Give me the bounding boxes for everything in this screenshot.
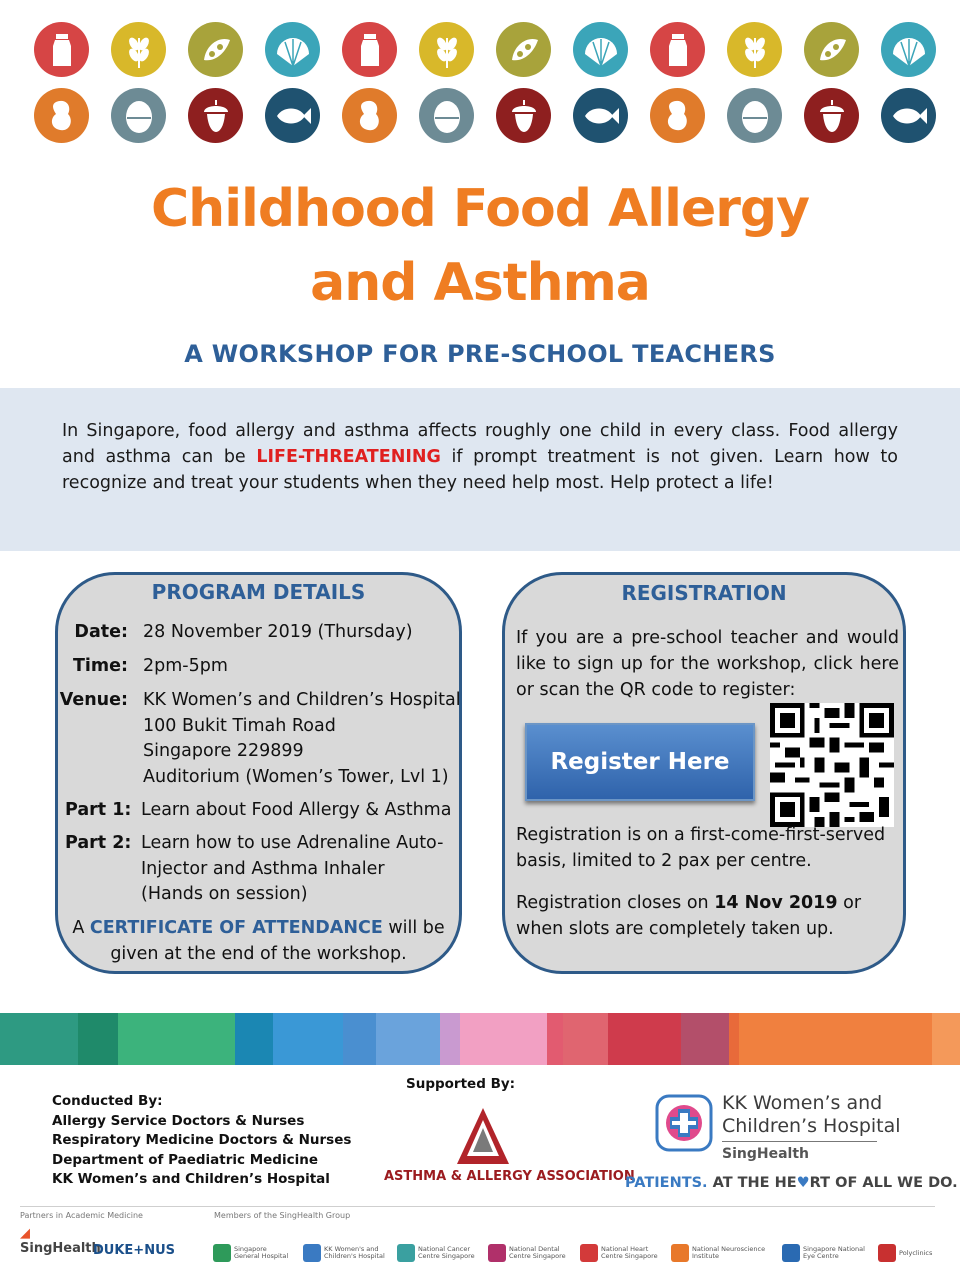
- snec-icon: [782, 1244, 800, 1262]
- ncc-icon: [397, 1244, 415, 1262]
- kkh-name-line: Children’s Hospital: [722, 1115, 901, 1137]
- life-threatening-highlight: LIFE-THREATENING: [256, 447, 441, 467]
- page-subtitle: A WORKSHOP FOR PRE-SCHOOL TEACHERS: [184, 340, 776, 368]
- sgh-icon: [213, 1244, 231, 1262]
- fish-icon: [265, 88, 320, 143]
- conducted-by: [52, 1092, 351, 1190]
- program-details-heading: PROGRAM DETAILS: [151, 580, 366, 604]
- venue-line: KK Women’s and Children’s Hospital: [143, 690, 461, 710]
- tree-nut-icon: [188, 88, 243, 143]
- partners-label: Partners in Academic Medicine: [20, 1211, 143, 1220]
- venue-line: 100 Bukit Timah Road: [143, 715, 336, 736]
- institution-name: Singapore National Eye Centre: [803, 1245, 865, 1260]
- institution-logo: [671, 1244, 768, 1262]
- qr-code[interactable]: [770, 703, 894, 827]
- institution-name: National Dental Centre Singapore: [509, 1245, 566, 1260]
- tagline-part: RT OF ALL WE DO.: [809, 1175, 958, 1191]
- venue-label: Venue:: [59, 690, 128, 710]
- time-value: 2pm-5pm: [143, 656, 228, 676]
- supported-by-heading: Supported By:: [406, 1076, 516, 1092]
- egg-icon: [727, 88, 782, 143]
- institution-logo: [303, 1244, 388, 1262]
- institution-name: National Cancer Centre Singapore: [418, 1245, 475, 1260]
- peanut-icon: [34, 88, 89, 143]
- shellfish-icon: [265, 22, 320, 77]
- part2-value: [141, 831, 443, 908]
- part2-label: Part 2:: [65, 833, 132, 853]
- fish-icon: [881, 88, 936, 143]
- registration-heading: REGISTRATION: [621, 581, 787, 605]
- conducted-item: Department of Paediatric Medicine: [52, 1151, 318, 1168]
- certificate-note: [58, 915, 459, 967]
- soybean-icon: [496, 22, 551, 77]
- cert-line-2: given at the end of the workshop.: [110, 944, 407, 964]
- kkh-divider: [722, 1141, 877, 1142]
- wheat-icon: [727, 22, 782, 77]
- part2-line: Learn how to use Adrenaline Auto-: [141, 833, 444, 853]
- registration-basis: Registration is on a first-come-first-served basis, limited to 2 pax per centre.: [516, 825, 886, 871]
- closing-date: 14 Nov 2019: [714, 893, 838, 913]
- milk-bottle-icon: [34, 22, 89, 77]
- shellfish-icon: [881, 22, 936, 77]
- duke-nus-logo: DUKE+NUS: [93, 1243, 175, 1258]
- part1-value: Learn about Food Allergy & Asthma: [141, 800, 452, 820]
- registration-panel: [502, 572, 906, 974]
- conducted-item: Respiratory Medicine Doctors & Nurses: [52, 1132, 352, 1148]
- shellfish-icon: [573, 22, 628, 77]
- closes-prefix: Registration closes on: [516, 893, 715, 913]
- food-icons-row-bottom: [34, 88, 936, 143]
- date-value: 28 November 2019 (Thursday): [143, 622, 413, 642]
- title-line-2: and Asthma: [310, 253, 650, 313]
- fish-icon: [573, 88, 628, 143]
- kkh-name-line: KK Women’s and: [722, 1092, 883, 1114]
- institution-logo: [397, 1244, 482, 1262]
- registration-intro: If you are a pre-school teacher and would like to sign up for the workshop, click here or scan the QR code to register:: [516, 628, 899, 700]
- venue-address: [143, 688, 461, 790]
- tree-nut-icon: [496, 88, 551, 143]
- kkh-small-icon: [303, 1244, 321, 1262]
- title-line-1: Childhood Food Allergy: [151, 179, 809, 239]
- institution-logo: [213, 1244, 294, 1262]
- venue-line: Auditorium (Women’s Tower, Lvl 1): [143, 766, 449, 787]
- peanut-icon: [342, 88, 397, 143]
- closes-suffix: or when slots are completely taken up.: [516, 893, 862, 939]
- institution-logo: [782, 1244, 869, 1262]
- page-title: [0, 172, 960, 320]
- wheat-icon: [419, 22, 474, 77]
- conducted-item: Allergy Service Doctors & Nurses: [52, 1112, 305, 1129]
- kkh-tagline: [625, 1175, 958, 1191]
- certificate-highlight: CERTIFICATE OF ATTENDANCE: [89, 918, 383, 938]
- institution-name: Polyclinics: [899, 1248, 933, 1257]
- food-icons-row-top: [34, 22, 936, 77]
- supporter-name: ASTHMA & ALLERGY ASSOCIATION: [384, 1169, 635, 1184]
- soybean-icon: [188, 22, 243, 77]
- program-details-panel: [55, 572, 462, 974]
- kkh-name: [722, 1092, 901, 1138]
- footer-divider: [20, 1206, 935, 1207]
- institution-name: KK Women's and Children's Hospital: [324, 1245, 385, 1260]
- part1-label: Part 1:: [65, 800, 132, 820]
- conducted-heading: Conducted By:: [52, 1093, 163, 1109]
- wheat-icon: [111, 22, 166, 77]
- peanut-icon: [650, 88, 705, 143]
- part2-line: (Hands on session): [141, 884, 308, 904]
- intro-paragraph: [62, 418, 898, 496]
- egg-icon: [111, 88, 166, 143]
- institution-logo: [488, 1244, 573, 1262]
- soybean-icon: [804, 22, 859, 77]
- venue-line: Singapore 229899: [143, 741, 304, 761]
- intro-text-part1: In Singapore, food allergy and asthma affects roughly one child in every class. Food allergy and asthma can be: [62, 421, 898, 467]
- register-here-button[interactable]: Register Here: [525, 723, 755, 801]
- kkh-singhealth: SingHealth: [722, 1146, 809, 1162]
- nhc-icon: [580, 1244, 598, 1262]
- institution-logo: [580, 1244, 665, 1262]
- milk-bottle-icon: [650, 22, 705, 77]
- institution-name: Singapore General Hospital: [234, 1245, 289, 1260]
- conducted-item: KK Women’s and Children’s Hospital: [52, 1171, 330, 1187]
- singhealth-text: SingHealth: [20, 1241, 101, 1256]
- asthma-allergy-association-logo-icon: [455, 1106, 511, 1166]
- singhealth-logo: [20, 1226, 101, 1256]
- cert-suffix: will be: [382, 918, 445, 938]
- institution-name: National Heart Centre Singapore: [601, 1245, 658, 1260]
- time-label: Time:: [72, 656, 128, 676]
- tagline-patients: PATIENTS.: [625, 1175, 708, 1191]
- cert-prefix: A: [72, 918, 90, 938]
- part2-line: Injector and Asthma Inhaler: [141, 858, 385, 879]
- institution-logo: [878, 1244, 939, 1262]
- date-label: Date:: [74, 622, 128, 642]
- egg-icon: [419, 88, 474, 143]
- kkh-logo-icon: [655, 1094, 713, 1152]
- heart-icon: ♥: [796, 1175, 810, 1191]
- intro-text-part2: if prompt treatment is not given. Learn how to recognize and treat your students when they need help most. Help protect a life!: [62, 447, 899, 493]
- milk-bottle-icon: [342, 22, 397, 77]
- registration-closes: [516, 890, 899, 942]
- polyclinics-icon: [878, 1244, 896, 1262]
- ndc-icon: [488, 1244, 506, 1262]
- singhealth-swoosh-icon: ◢: [20, 1226, 30, 1241]
- institution-name: National Neuroscience Institute: [692, 1245, 766, 1260]
- members-label: Members of the SingHealth Group: [214, 1211, 351, 1220]
- nni-icon: [671, 1244, 689, 1262]
- tagline-part: AT THE HE: [707, 1175, 797, 1191]
- decorative-color-stripe: [0, 1013, 960, 1065]
- tree-nut-icon: [804, 88, 859, 143]
